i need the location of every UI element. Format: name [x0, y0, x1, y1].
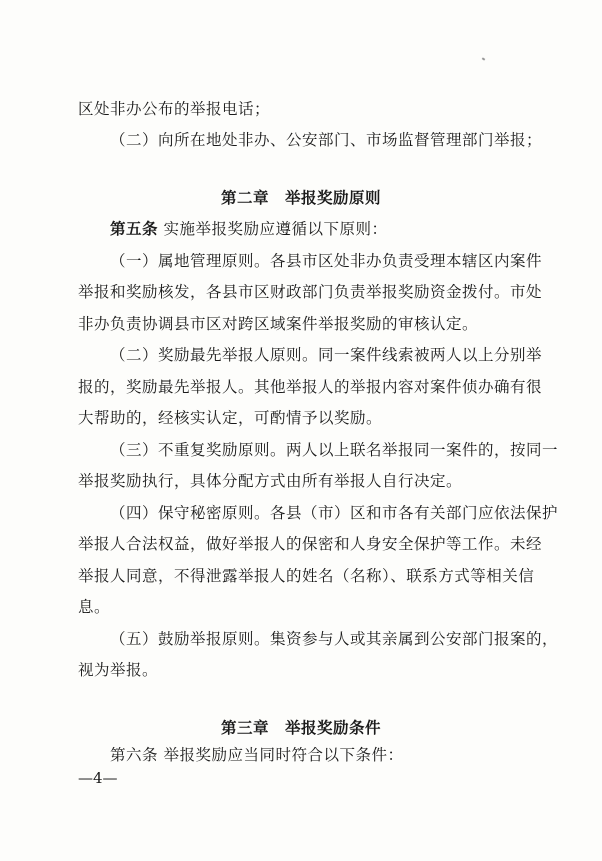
text-line: （二）奖励最先举报人原则。同一案件线索被两人以上分别举	[110, 346, 543, 364]
scan-speck	[482, 57, 486, 60]
text-line: 大帮助的，经核实认定，可酌情予以奖励。	[78, 409, 383, 427]
article-line	[110, 219, 387, 239]
page-number: —4—	[78, 769, 118, 787]
text-line: （二）向所在地处非办、公安部门、市场监督管理部门举报；	[110, 131, 543, 149]
text-line: 举报和奖励核发，各县市区财政部门负责举报奖励资金拨付。市处	[78, 283, 543, 301]
article-text: 实施举报奖励应遵循以下原则：	[163, 220, 388, 238]
text-line: 非办负责协调县市区对跨区域案件举报奖励的审核认定。	[78, 315, 479, 333]
article-line	[110, 745, 403, 765]
text-line: （一）属地管理原则。各县市区处非办负责受理本辖区内案件	[110, 252, 543, 270]
text-line: 视为举报。	[78, 661, 159, 679]
text-line: 息。	[78, 598, 111, 616]
text-line: 区处非办公布的举报电话；	[78, 100, 271, 118]
article-label: 第六条	[110, 746, 159, 764]
text-line: （五）鼓励举报原则。集资参与人或其亲属到公安部门报案的，	[110, 630, 559, 648]
article-text: 举报奖励应当同时符合以下条件：	[163, 746, 404, 764]
text-line: 举报奖励执行，具体分配方式由所有举报人自行决定。	[78, 472, 463, 490]
article-label: 第五条	[110, 220, 159, 238]
text-line: 举报人同意，不得泄露举报人的姓名（名称）、联系方式等相关信	[78, 567, 535, 585]
chapter-heading: 第三章 举报奖励条件	[220, 719, 381, 737]
text-line: 举报人合法权益，做好举报人的保密和人身安全保护等工作。未经	[78, 535, 543, 553]
text-line: （四）保守秘密原则。各县（市）区和市各有关部门应依法保护	[110, 504, 559, 522]
text-line: （三）不重复奖励原则。两人以上联名举报同一案件的，按同一	[110, 441, 559, 459]
chapter-heading: 第二章 举报奖励原则	[220, 189, 381, 207]
text-line: 报的，奖励最先举报人。其他举报人的举报内容对案件侦办确有很	[78, 378, 543, 396]
